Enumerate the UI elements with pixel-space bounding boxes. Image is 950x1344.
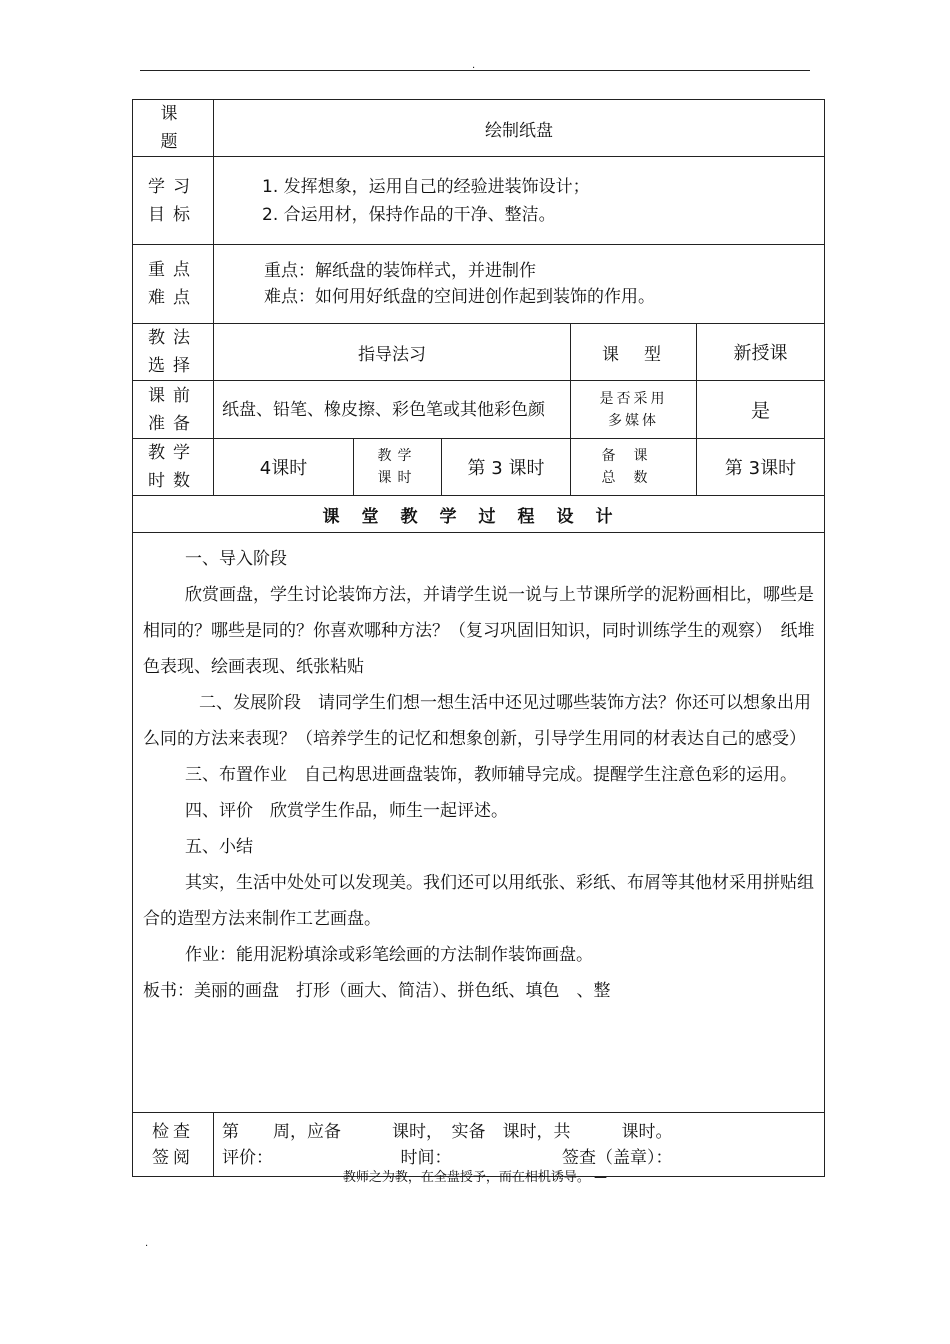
process-row bbox=[133, 533, 825, 1113]
header-dot: . bbox=[472, 60, 476, 71]
bottom-quote: 教师之为教，在全盘授予，而在相机诱导。 — bbox=[342, 1170, 608, 1185]
prep-row bbox=[133, 381, 825, 439]
keypoints-list bbox=[214, 245, 825, 324]
lesson-type-value: 新授课 bbox=[697, 324, 825, 381]
process-title: 课堂教学过程设计 bbox=[133, 496, 825, 533]
process-content bbox=[133, 533, 825, 1113]
method-value: 指导法习 bbox=[214, 324, 571, 381]
method-label: 教法 选择 bbox=[133, 324, 214, 381]
goal-item: 1. 发挥想象，运用自己的经验进装饰设计； bbox=[262, 176, 590, 197]
process-paragraph: 其实，生活中处处可以发现美。我们还可以用纸张、彩纸、布屑等其他材采用拼贴组合的造型方法来制作工艺画盘。 bbox=[143, 873, 814, 929]
check-label: 检查 签阅 bbox=[133, 1113, 214, 1177]
keypoints-row bbox=[133, 245, 825, 324]
process-paragraph: 四、评价 欣赏学生作品，师生一起评述。 bbox=[185, 801, 508, 821]
hours-label: 教学 时数 bbox=[133, 439, 214, 496]
process-paragraph: 三、布置作业 自己构思进画盘装饰，教师辅导完成。提醒学生注意色彩的运用。 bbox=[185, 765, 797, 785]
keypoint-item: 难点：如何用好纸盘的空间进创作起到装饰的作用。 bbox=[264, 287, 655, 307]
goals-row bbox=[133, 157, 825, 245]
footer-dot: . bbox=[145, 1238, 149, 1249]
prep-value: 纸盘、铅笔、橡皮擦、彩色笔或其他彩色颜 bbox=[214, 381, 571, 439]
process-paragraph: 五、小结 bbox=[185, 837, 253, 857]
process-title-row bbox=[133, 496, 825, 533]
process-paragraph: 一、导入阶段 bbox=[185, 549, 287, 569]
process-paragraph: 欣赏画盘，学生讨论装饰方法，并请学生说一说与上节课所学的泥粉画相比，哪些是相同的？哪些是同的？你喜欢哪种方法？（复习巩固旧知识，同时训练学生的观察） 纸堆色表现、绘画表现、纸张粘贴 bbox=[143, 585, 815, 677]
media-value: 是 bbox=[697, 381, 825, 439]
lesson-plan-table bbox=[132, 99, 825, 1177]
topic-row bbox=[133, 100, 825, 157]
prep-count-label: 备课 总数 bbox=[571, 439, 697, 496]
lesson-type-label: 课 型 bbox=[571, 324, 697, 381]
goal-item: 2. 合运用材，保持作品的干净、整洁。 bbox=[262, 204, 556, 225]
header-rule bbox=[140, 70, 810, 71]
hours-row bbox=[133, 439, 825, 496]
keypoint-item: 重点：解纸盘的装饰样式，并进制作 bbox=[264, 261, 536, 281]
topic-value: 绘制纸盘 bbox=[214, 100, 825, 157]
check-line: 第 周，应备 课时， 实备 课时，共 课时。 bbox=[222, 1121, 673, 1142]
teach-hours-value: 第 3 课时 bbox=[442, 439, 571, 496]
process-paragraph: 二、发展阶段 请同学生们想一想生活中还见过哪些装饰方法？你还可以想象出用么同的方法来表现？（培养学生的记忆和想象创新，引导学生用同的材表达自己的感受） bbox=[143, 693, 811, 749]
keypoints-label: 重点 难点 bbox=[133, 245, 214, 324]
goals-label: 学习 目标 bbox=[133, 157, 214, 245]
teach-hours-label: 教学 课时 bbox=[354, 439, 442, 496]
goals-list bbox=[214, 157, 825, 245]
total-hours: 4课时 bbox=[214, 439, 354, 496]
process-paragraph: 作业：能用泥粉填涂或彩笔绘画的方法制作装饰画盘。 bbox=[185, 945, 593, 965]
media-label: 是否采用 多媒体 bbox=[571, 381, 697, 439]
check-line: 评价： 时间： 签查（盖章）： bbox=[222, 1147, 673, 1168]
prep-count-value: 第 3课时 bbox=[697, 439, 825, 496]
process-paragraph: 板书：美丽的画盘 打形（画大、简洁）、拼色纸、填色 、整 bbox=[143, 981, 611, 1001]
prep-label: 课前 准备 bbox=[133, 381, 214, 439]
topic-label: 课 题 bbox=[133, 100, 214, 157]
method-row bbox=[133, 324, 825, 381]
